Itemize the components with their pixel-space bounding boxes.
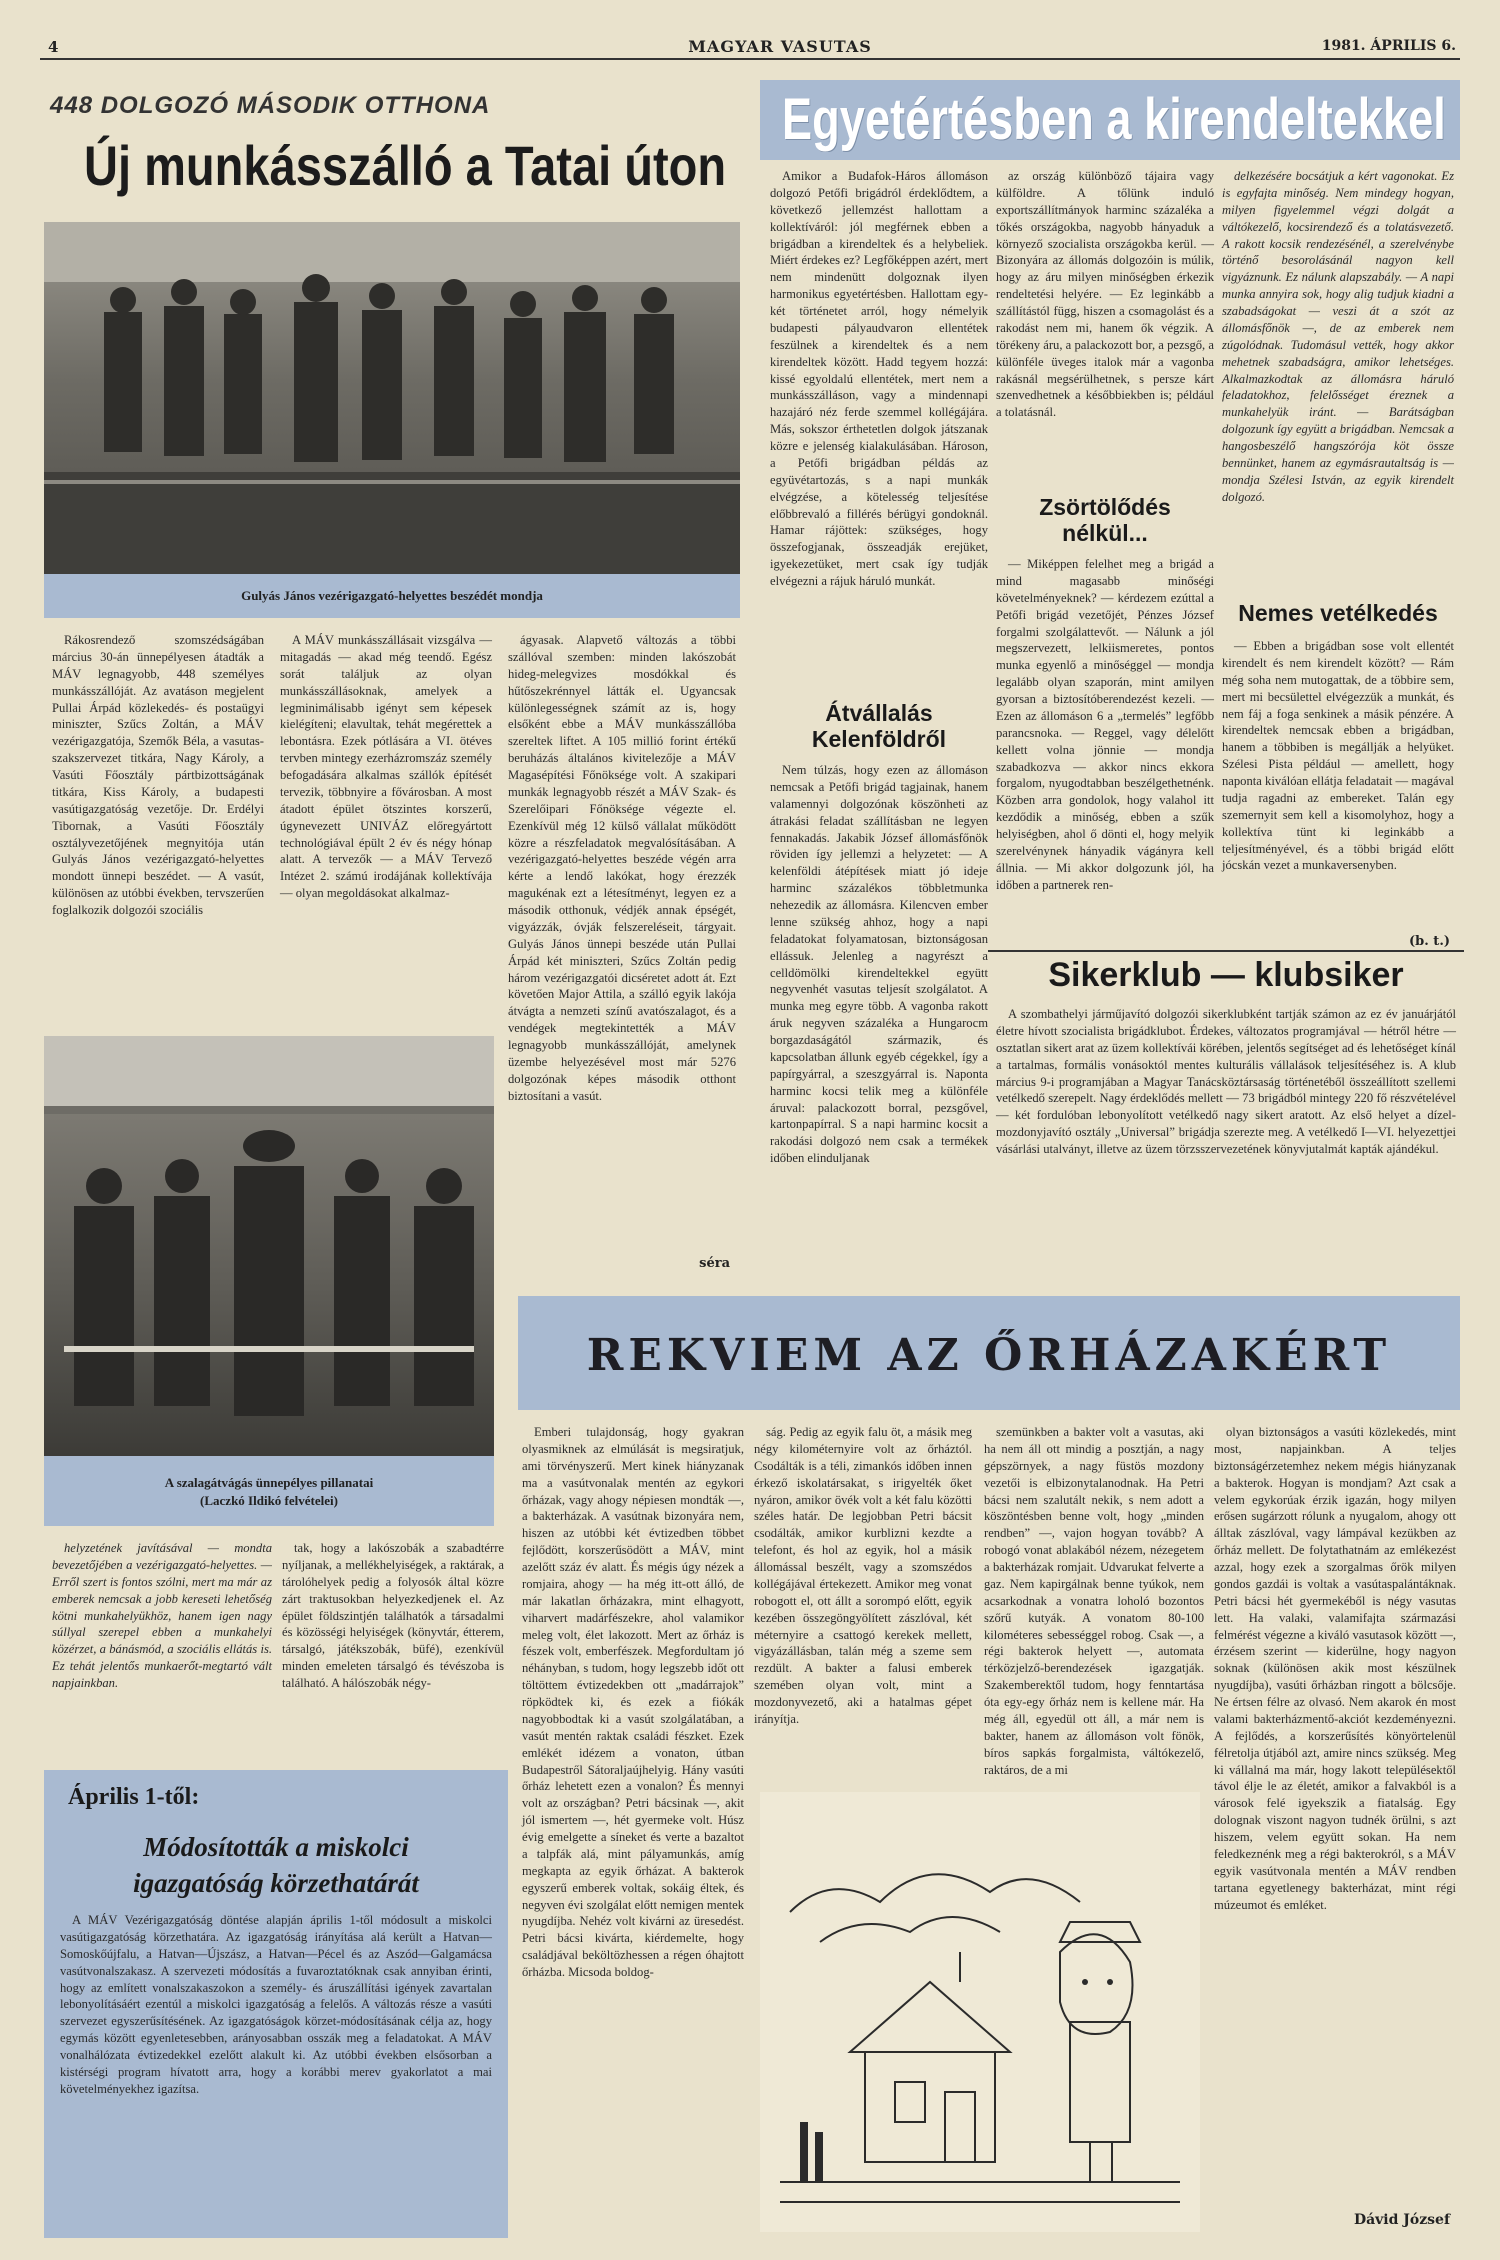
article4-box [44,1770,508,2238]
page-number: 4 [48,38,59,56]
article1-title: Új munkásszálló a Tatai úton [84,134,727,197]
article5-title: REKVIEM AZ ŐRHÁZAKÉRT [586,1330,1392,1381]
ribbon-cutting-illustration [44,1036,494,1456]
article4-body-wrap [60,1912,492,2228]
article3-body: A szombathelyi járműjavító dolgozói sikerklubként tartják számon az ez év januárjától életre hívott szocialista brigádklubot. Érdekes, változatos programjával — hétről hétre — osztatlan sikert arat az üzem kollektívái körében, jelentős segítséget ad és lehetőséget kínál a tartalmas, formális vonásoktól mentes kulturális vállalások teljesítéséhez is. A klub március 9-i programjában a Magyar Tanácsköztársaság történetéből összeállított szellemi vetélkedő szerepelt. Nagy érdeklődés mellett — 73 brigádból mintegy 220 fő részvételével — két fordulóban lebonyolított vetélkedő nagy sikert aratott. Az első helyet a dízel-mozdonyjavító osztály „Universal” brigádja szerezte meg. A vetélkedő I—VI. helyezettjei vásárlási utalványt, illetve az üzem törzsszervezetének könyvjutalmát kapták ajándékul. [996,1007,1456,1156]
article2-subhead2: Zsörtölődés nélkül... [1039,494,1171,547]
issue-date: 1981. ÁPRILIS 6. [1321,38,1456,54]
guardhouse-drawing [760,1792,1200,2232]
article5-col3 [984,1424,1204,1780]
article1-byline: séra [699,1256,730,1271]
article2-subhead1: Átvállalás Kelenföldről [811,700,947,753]
article5-col1 [522,1424,744,2234]
article5-col4-text: olyan biztonságos a vasúti közlekedés, mint most, napjainkban. A teljes biztonságérzetemhez nekem mégis hiányzanak a bakterok. Hogyan is mondjam? Azt csak a velem egykorúak érzik igazán, hogy milyen erősen sugárzott rólunk a nyugalom, ahogy ott álltak zászlóval, vagy lámpával kezükben az őrház mellett. De folytathatnám az emlékezést azzal, hogy ezek a szorgalmas őrök milyen gondos gazdái is voltak a vasútaspalántáknak. Petri bácsi hét gyermekéből is négy vasutas lett. Ha valaki, valamifajta származási felmérést végezne a kiváló vasutasok között —, érzésem szerint — kiderülne, hogy nagyon soknak (különösen akik most készülnek nyugdíjba), vasúti őrházban ringott a bölcsője. Ne értsen félre az olvasó. Nem akarok én most valami bakterházmentő-akciót kezdeményezni. A fejlődés, a korszerűsítés könyörtelenül félretolja útjából azt, amire nincs szükség. Meg ki vállalná ma már, hogy lakott településektől távol élje le az életét, amikor a falvakból is a városok felé igyekszik a fiatalság. Egy dolognak viszont nagyon tudnék örülni, s azt hiszem, velem együtt sokan. Ha nem feledkeznénk meg a régi bakterokról, s a MÁV egyik vasútvonala mentén a MÁV rendben tartana egyetlenegy bakterházat, mint régi múzeumot és emléket. [1214,1425,1456,1912]
article5-col4 [1214,1424,1456,2204]
speech-photo-caption: Gulyás János vezérigazgató-helyettes beszédét mondja [44,574,740,618]
article4-body: A MÁV Vezérigazgatóság döntése alapján április 1-től módosult a miskolci vasútigazgatóság körzethatára. Az igazgatóság irányítása alá került a Hatvan—Somoskőújfalu, a Hatvan—Újszász, a Hatvan—Pécel és az Aszód—Galgamácsa vasútvonalszakasz. A szervezeti módosítás a fuvaroztatóknak csak annyiban érinti, hogy az említett vonalszakaszokon a személy- és áruszállítási igények zavartalan lebonyolításáért ezentúl a miskolci igazgatóság a felelős. A változás része a vasúti szervezet egyszerűsítésének. Az igazgatóságok körzet-módosításának célja az, hogy egymás között egyenletesebben, arányosabban osszák meg a feladatokat. A MÁV vonalhálózata évtizedekkel ezelőtt alakult ki. Az utóbbi években elsősorban a kistérségi program hívatott arra, hogy a korábbi merev gyakorlatot a mai követelményekhez igazítsa. [60,1913,492,2096]
newspaper-name: MAGYAR VASUTAS [688,37,872,56]
article2-col2b [996,556,1214,976]
article2-col2b-text: — Miképpen felelhet meg a brigád a mind magasabb minőségi követelményeknek? — kérdezem ezúttal a Petőfi brigád vezetőjét, Pénzes József forgalmi szolgálattevőt. — Nálunk a jól megszervezett, lelkiismeretes, pontos munka egyenlő a minőséggel — mondja legalább olyan szaporán, mint amilyen gyorsan a biztosítóberendezést kezeli. — Ezen az állomáson 6 a „termelés” legfőbb parancsnoka. — Reggel, vagy délelőtt kellett volna jönnie — mondja szabadkozva — akkor nincs ekkora forgalom, nyugodtabban beszélgethetnénk. Közben arra gondolok, hogy valahol itt kezdődik a minőség, ebben a szűk helyiségben, ahol ő dönti el, hogy melyik szerelvénynek hányadik vágányra kell állnia. — Mi akkor dolgozunk jól, ha időben a partnerek ren- [996,557,1214,892]
article2-title-band [760,80,1460,160]
article4-kicker: Április 1-től: [68,1784,200,1810]
article5-col3-text: szemünkben a bakter volt a vasutas, aki ha nem áll ott mindig a posztján, a nagy gépszörnyek, a nagy füstös mozdony vezetői is elbizonytalanodnak. Ha Petri bácsi nem szalutált nekik, s nem adott a köszöntésben benne volt, hogy „minden rendben” —, vajon hogyan tovább? A robogó vonat ablakából nézem, nézegetem a bakterházak romjait. Udvarukat felverte a gaz. Nem kapirgálnak benne tyúkok, nem acsarkodnak a vonatra loholó bozontos szőrű kutyák. A vonatom 80-100 kilométeres sebességgel robog. Csak —, a régi bakterok helyett —, automata térközjelző-berendezések igazgatják. Szakemberektől tudom, hogy fenntartása óta egy-egy őrház nem is kellene már. Ha még áll, egyedül ott áll, a már nem is bakter, hanem az állomáson volt fönök, bíros sapkás forgalmista, váltókezelő, raktáros, de a mi [984,1425,1204,1777]
article2-col3-text: delkezésére bocsátjuk a kért vagonokat. Ez is egyfajta minőség. Nem mindegy hogyan, milyen figyelemmel végzi dolgát a váltókezelő, kocsirendező és a tolatásvezető. A rakott kocsik rendezésénél, a szerelvénybe történő besorolásánál nagyon kell vigyáznunk. Ez nálunk alapszabály. — A napi munka annyira sok, hogy alig tudjuk kiadni a szabadságokat — veszi át a szót az állomásfőnök —, de az emberek nem zúgolódnak. Tudomásul vették, hogy akkor mehetnek szabadságra, amikor lehetséges. Alkalmazkodtak az állomásra háruló feladatokhoz, felelősséget éreznek a munkahelyük iránt. — Barátságban dolgozunk így együtt a brigádban. Nemcsak a hangosbeszélő hangszórója köt össze bennünket, hanem az egymásrautaltság is — mondja Szélesi István, az egyik kirendelt dolgozó. [1222,169,1454,504]
article2-col1-text: Amikor a Budafok-Háros állomáson dolgozó Petőfi brigádról érdeklődtem, a következő jellemzést hallottam a kollektíváról: jól megférnek ebben a brigádban a kirendeltek és a helybeliek. Miért érdekes ez? Legfőképpen azért, mert nem mindenütt dolgoznak ilyen harmonikus egyetértésben. Hallottam egy-két történetet arról, hogy némelyik budapesti pályaudvaron ellentétek feszülnek a kirendeltek és a nem kirendeltek között. Hadd tegyem hozzá: kissé egyoldalú ellentétek, mert nem a munkásszálláson, vagy a mindennapi hazajáró néz ferde szemmel kollégájára. Más, sokszor érthetetlen dolgok játszanak közre e jelenség kialakulásában. Hároson, a Petőfi brigádban példás az együvétartozás, s a napi munkák elvégzése, a kötelesség teljesítése előbbrevaló a fillérés bérügyi gondoknál. Hamar rájöttek: szükséges, hogy összefogjanak, összeadják erejüket, igyekezetüket, mert csak így tudják elvégezni a rájuk háruló munkát. [770,169,988,588]
article5-col2-text: ság. Pedig az egyik falu öt, a másik meg négy kilométernyire volt az őrháztól. Csodálták is a téli, zimankós időben innen érkező iskolatársakat, s irigyelték őket nyáron, amikor övék volt a két falu közötti széles határ. De legjobban Petri bácsit csodálták, amikor kurblizni kezdte a telefont, és hol az egyik, hol a másik állomással beszélt, vagy a szomszédos kollégájával értekezett. Amikor meg vonat robogott el, ott állt a sorompó előtt, egyik kezében összegöngyölített zászlóval, két méternyire a csattogó kerekek mellett, vigyázállásban, talán még a szeme sem rezdült. A bakter a falusi emberek szemében olyan volt, mint a mozdonyvezető, aki a hatalmas gépet irányítja. [754,1425,972,1726]
article1-cont1 [52,1540,272,1750]
article1-cont2 [282,1540,504,1750]
article5-col1-text: Emberi tulajdonság, hogy gyakran olyasmiknek az elmúlását is megsiratjuk, ami törvényszerű. Mert kinek hiányzanak ma a vasútvonalak mentén az egykori őrházak, vagy ahogy népiesen mondták —, a bakterházak. A vasútnak bizonyára nem, hiszen az utóbbi két évtizedben többet fejlődött, korszerűsödött a MÁV, mint azelőtt száz év alatt. És mégis úgy nézek a romjaira, ahogy — ha még itt-ott álló, de már lakatlan őrházakra, mint elhagyott, viharvert madárfészekre, ahol valamikor meleg volt, élet lakozott. Mert az őrház is fészek volt, emberfészek. Megfordultam jó néhányban, s tudom, hogy legszebb időt ott töltöttem évtizedekben ott „madárrajok” röpködtek ki, és ezek a fiókák nagyobbodtak ki a vasút szolgálatában, a vasút mentén raktak családi fészket. Ezek emlékét idézem a vonaton, útban Budapestről Sátoraljaújhelyig. Hány vasúti őrház lehetett ezen a vonalon? És mennyi volt az országban? Petri bácsinak —, akit jól ismertem —, hét gyermeke volt. Húsz évig emelgette a síneket és verte a bazaltot a talpfák alá, mint pályamunkás, amíg megkapta az egyik őrházat. A bakterok egyszerű emberek voltak, sokáig éltek, és negyven évi szolgálat előtt nemigen mentek nyugdíjba. Nehéz volt kivárni az üresedést. Petri bácsi kivárta, kiérdemelte, hogy családjával beköltözhessen a régen óhajtott őrházba. Micsoda boldog- [522,1425,744,1979]
ribbon-cutting-caption-2: (Laczkó Ildikó felvételei) [200,1492,338,1508]
article2-col1b [770,762,988,1276]
masthead [40,32,1460,60]
article4-title-2: igazgatóság körzethatárát [133,1868,419,1898]
article1-col2-text: A MÁV munkásszállásait vizsgálva — mitagadás — akad még teendő. Egész sorát találjuk az olyan munkásszállásoknak, amelyek a legminimálisabb igényt sem képesek kielégíteni; elavultak, tehát megérettek a lebontásra. Ezek pótlására a VI. ötéves tervben mintegy ezerházromszáz személy befogadására alkalmas szállók építését tervezik, többnyire a fővárosban. A most átadott épület ötszintes korszerű, úgynevezett UNIVÁZ előregyártott technológiával épült 2 év és négy hónap alatt. A tervezők — a MÁV Tervező Intézet 2. számú irodájának kollektívája — olyan megoldásokat alkalmaz- [280,633,492,901]
article2-subhead3: Nemes vetélkedés [1238,600,1438,626]
article2-col2-text: az ország különböző tájaira vagy külföldre. A tőlünk induló exportszállítmányok harminc százaléka a tőkés országokba, nagyobb hányaduk a környező szocialista országokba kerül. — Bizonyára az állomás dolgozóin is múlik, hogy az áru milyen minőségben érkezik rendeltetési helyére. — Ez leginkább a szállítástól függ, hiszen a csomagolást és a rakodást nem mi, hanem ők végzik. A törékeny áru, a palackozott bor, a pezsgő, a különféle üveges italok már a vagonba rakásnál megsérülhetnek, s persze kárt szenvedhetnek a későbbiekben is; például a tolatásnál. [996,169,1214,420]
article1-col3 [508,632,736,1252]
article1-col1 [52,632,264,1024]
speech-photo [44,222,740,574]
guardhouse-illustration [760,1792,1200,2232]
article5-title-band [518,1296,1460,1410]
article2-col3b [1222,638,1454,928]
article2-signature: (b. t.) [1409,934,1450,949]
article2-col1b-text: Nem túlzás, hogy ezen az állomáson nemcsak a Petőfi brigád tagjainak, hanem valamennyi dolgozónak köszönheti az átrakási feladat szállításban ne legyen fennakadás. Jakabik József állomásfőnök röviden így jellemzi a helyzetet: — A kelenföldi átépítések miatt jó ideje harminc százalékos többletmunka nehezedik az állomásra. Kilencven ember lenne szükség ahhoz, hogy a napi feladatokat folyamatosan, biztonságosan ellássuk. Jelenleg a nagyrészt a celldömölki kirendeltekkel együtt negyvenhét vasutas teljesít szolgálatot. A munka meg egyre több. A vagonba rakott áruk negyven százaléka a Hungarocm borgazdaságától származik, és kapcsolatban állunk egyéb cégekkel, így a papírgyárral, a szeszgyárral is. Naponta harminc kocsi telik meg a különféle áruval: palackozott borral, pezsgővel, kartonpapírral. S a napi harminc kocsit a rakodási dolgozó nem csak a termékek időben elinduljanak [770,763,988,1166]
article3-body-wrap [996,1006,1456,1276]
article4-title-1: Módosították a miskolci [143,1832,409,1862]
speech-photo-illustration [44,222,740,574]
ribbon-cutting-caption-1: A szalagátvágás ünnepélyes pillanatai [164,1475,374,1490]
article3-title: Sikerklub — klubsiker [1048,956,1404,994]
article2-col3 [1222,168,1454,588]
article5-col2 [754,1424,972,1784]
article3-box [988,950,1464,1280]
article2-col1 [770,168,988,688]
article1-col3-text: ágyasak. Alapvető változás a többi szállóval szemben: minden lakószobát hideg-melegvizes mosdókkal és hűtőszekrénnyel látták el. Ugyancsak különlegességnek számít az is, hogy elsőként ebbe a MÁV munkásszállóba szereltek liftet. A 105 millió forint értékű beruházás általános kivitelezője a MÁV Magasépítési Főnöksége volt. A szakipari munkák legnagyobb részét a MÁV Szak- és Szerelőipari Főnöksége végezte el. Ezenkívül még 12 külső vállalat működött közre a részfeladatok megvalósításában. A vezérigazgató-helyettes beszéde végén arra kérte a lendő lakókat, hogy érezzék magukénak ezt a létesítményt, legyen ez a második otthonuk, védjék annak épségét, vigyázzák, óvják felszereléseit, tárgyait. Gulyás János ünnepi beszéde után Pullai Árpád két miniszteri, Szűcs Zoltán pedig három vezérigazgatói dicséretet adott át. Ezt követően Major Attila, a szálló egyik lakója átvágta a nemzeti színű avatószalagot, és a vendégek megtekintették a MÁV legnagyobb munkásszállóját, amelynek üzembe helyezésével most már 5276 dolgozónak képes második otthont biztosítani a vasút. [508,633,736,1103]
article1-cont1-text: helyzetének javításával — mondta bevezetőjében a vezérigazgató-helyettes. — Erről szert is fontos szólni, mert ma már az emberek nemcsak a jobb kereseti lehetőség kötni munkahelyükhöz, hanem igen nagy súllyal szerepel ebben a munkahelyi közérzet, a bánásmód, a szociális ellátás is. Ez tehát jelentős munkaerőt-megtartó vált napjainkban. [52,1541,272,1690]
article1-col1-text: Rákosrendező szomszédságában március 30-án ünnepélyesen átadták a MÁV legnagyobb, 448 személyes munkásszállóját. Az avatáson megjelent Pullai Árpád közlekedés- és postaügyi miniszter, Szűcs Zoltán, a MÁV vezérigazgatója, Szemők Béla, a vasutas-szakszervezet titkára, Nagy Károly, a Vasúti Főosztály pártbizottságának titkára, Kiss Károly, a budapesti vasútigazgatóság vezetője. Dr. Erdélyi Tibornak, a Vasúti Főosztály osztályvezetőjének megnyitója után Gulyás János vezérigazgató-helyettes mondott ünnepi beszédet. — A vasút, különösen az utóbbi években, tervszerűen foglalkozik dolgozói szociális [52,633,264,917]
article1-cont2-text: tak, hogy a lakószobák a szabadtérre nyíljanak, a mellékhelyiségek, a raktárak, a tárolóhelyek pedig a folyosók által közre zárt traktusokban helyezkedjenek el. Az épület földszintjén találhatók a társadalmi és közösségi helyiségek (könyvtár, étterem, társalgó, játékszobák, büfé), ezenkívül minden emeleten társalgó és tévészoba is található. A hálószobák négy- [282,1541,504,1690]
article2-title: Egyetértésben a kirendeltekkel [782,87,1446,152]
article1-col2 [280,632,492,1024]
ribbon-cutting-photo [44,1036,494,1456]
article5-signature: Dávid József [1353,2212,1450,2228]
article2-col2 [996,168,1214,486]
article1-kicker: 448 DOLGOZÓ MÁSODIK OTTHONA [50,92,491,119]
article2-col3b-text: — Ebben a brigádban sose volt ellentét kirendelt és nem kirendelt között? — Rám még soha nem mutogattak, de a többire sem, mert mi becsülettel elvégezzük a munkát, és nem fáj a foga senkinek a másik pénzére. A kirendeltek nemcsak ebben a brigádban, hanem a többiben is megállják a helyüket. Szélesi Pista például — amellett, hogy naponta kiválóan ellátja feladatait — magával tudja ragadni az embereket. Talán egy szemernyit sem kell a kisomolyhoz, hogy a kollektíva tünt ki leginkább a teljesítményével, és a többi brigád előtt jócskán vezet a munkaversenyben. [1222,639,1454,873]
ribbon-cutting-caption [44,1456,494,1526]
